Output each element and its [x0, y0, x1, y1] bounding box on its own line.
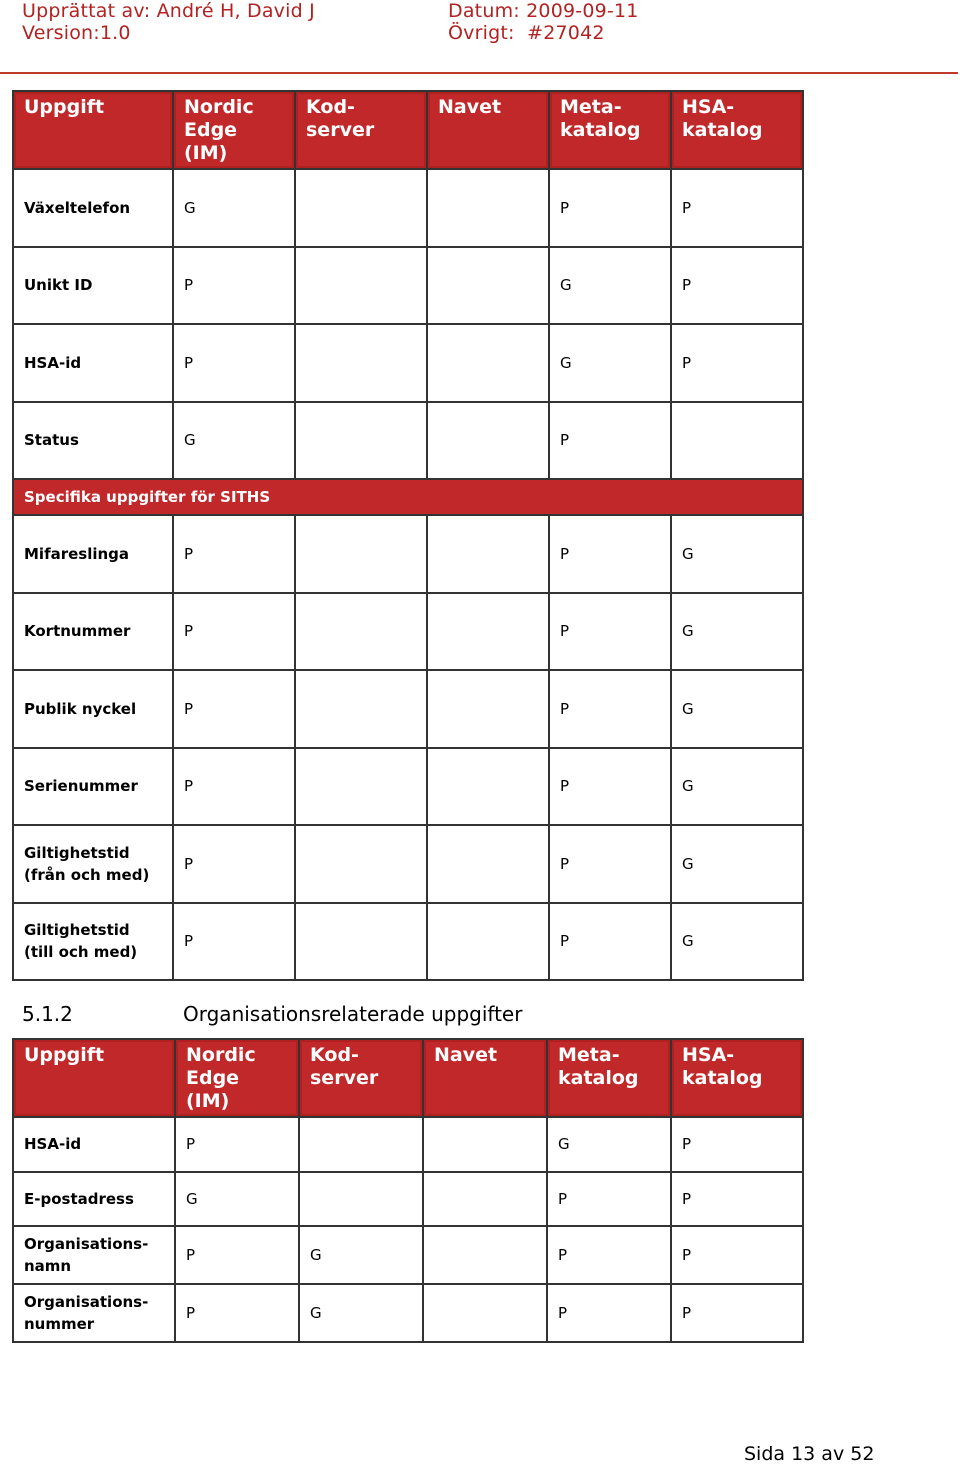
- cell-line: Växeltelefon: [24, 198, 131, 217]
- cell-line: Publik nyckel: [24, 699, 137, 718]
- cell-line: HSA-id: [24, 1135, 82, 1154]
- cell-line: server: [310, 1067, 379, 1089]
- cell-line: Edge: [184, 119, 238, 141]
- cell-line: Navet: [438, 96, 502, 118]
- row-label: [13, 247, 173, 325]
- table-row: [13, 247, 803, 325]
- cell-line: Status: [24, 431, 79, 450]
- cell-line: Giltighetstid: [24, 921, 130, 940]
- column-header: [299, 1039, 423, 1117]
- table-cell: [427, 402, 549, 480]
- table-cell: [295, 515, 427, 593]
- table-cell: [299, 1172, 423, 1227]
- table-cell: [427, 169, 549, 247]
- table-row: [13, 515, 803, 593]
- table-cell: [295, 748, 427, 826]
- column-header: [13, 1039, 175, 1117]
- table-cell: [295, 169, 427, 247]
- table-cell: G: [671, 593, 803, 671]
- cell-line: Giltighetstid: [24, 843, 130, 862]
- table-cell: P: [175, 1226, 299, 1284]
- cell-line: Meta-: [558, 1044, 620, 1066]
- row-label: [13, 1226, 175, 1284]
- header-created-by: Upprättat av: André H, David J: [22, 0, 315, 22]
- row-label: [13, 1284, 175, 1342]
- table-cell: P: [671, 247, 803, 325]
- cell-line: Nordic: [186, 1044, 256, 1066]
- table-cell: [427, 593, 549, 671]
- column-header: [173, 91, 295, 169]
- table-cell: P: [173, 593, 295, 671]
- table-cell: [671, 402, 803, 480]
- table-cell: G: [299, 1284, 423, 1342]
- cell-line: Serienummer: [24, 777, 138, 796]
- cell-line: katalog: [558, 1067, 639, 1089]
- table-cell: G: [671, 825, 803, 903]
- row-label: [13, 825, 173, 903]
- section-title: Organisationsrelaterade uppgifter: [183, 1002, 523, 1026]
- cell-line: Edge: [186, 1067, 240, 1089]
- table-cell: P: [671, 169, 803, 247]
- cell-line: server: [306, 119, 375, 141]
- table-cell: P: [173, 748, 295, 826]
- table-cell: G: [549, 247, 671, 325]
- table-row: [13, 825, 803, 903]
- cell-line: Nordic: [184, 96, 254, 118]
- cell-line: namn: [24, 1257, 72, 1275]
- table-cell: [295, 593, 427, 671]
- cell-line: Kortnummer: [24, 622, 131, 641]
- row-label: [13, 1117, 175, 1172]
- cell-line: E-postadress: [24, 1189, 134, 1208]
- row-label: [13, 593, 173, 671]
- column-header: [295, 91, 427, 169]
- table-cell: P: [549, 670, 671, 748]
- cell-line: (IM): [186, 1090, 230, 1112]
- cell-line: HSA-: [682, 96, 735, 118]
- table-row: [13, 670, 803, 748]
- table-cell: G: [299, 1226, 423, 1284]
- table-cell: P: [175, 1284, 299, 1342]
- table-cell: P: [671, 1172, 803, 1227]
- cell-line: Mifareslinga: [24, 544, 130, 563]
- table-cell: P: [175, 1117, 299, 1172]
- section-row: [13, 479, 803, 515]
- table-cell: P: [173, 515, 295, 593]
- table-cell: [427, 670, 549, 748]
- table-cell: [423, 1226, 547, 1284]
- row-label: [13, 515, 173, 593]
- table-cell: P: [671, 1226, 803, 1284]
- table-cell: [295, 402, 427, 480]
- cell-line: Organisations-: [24, 1293, 149, 1311]
- table-cell: [299, 1117, 423, 1172]
- column-header: [175, 1039, 299, 1117]
- table-cell: P: [671, 324, 803, 402]
- table-cell: [295, 324, 427, 402]
- row-label: [13, 903, 173, 981]
- cell-line: nummer: [24, 1315, 95, 1333]
- table-header-row: [13, 1039, 803, 1117]
- table-cell: P: [549, 402, 671, 480]
- table-cell: P: [549, 169, 671, 247]
- table-cell: G: [173, 402, 295, 480]
- table-header-row: [13, 91, 803, 169]
- table-cell: [423, 1172, 547, 1227]
- header-version: Version:1.0: [22, 22, 131, 44]
- column-header: [547, 1039, 671, 1117]
- table-cell: P: [173, 825, 295, 903]
- column-header: [549, 91, 671, 169]
- table-cell: P: [671, 1284, 803, 1342]
- table-cell: G: [671, 903, 803, 981]
- table-cell: P: [549, 903, 671, 981]
- table-cell: P: [549, 825, 671, 903]
- cell-line: katalog: [682, 1067, 763, 1089]
- row-label: [13, 169, 173, 247]
- table-row: [13, 1226, 803, 1284]
- table-cell: P: [173, 324, 295, 402]
- table-cell: [295, 903, 427, 981]
- table-row: [13, 748, 803, 826]
- row-label: [13, 748, 173, 826]
- table-cell: P: [549, 515, 671, 593]
- table-cell: [295, 247, 427, 325]
- table-cell: P: [173, 247, 295, 325]
- row-label: [13, 670, 173, 748]
- table-row: [13, 1172, 803, 1227]
- organisation-data-table: [12, 1038, 804, 1343]
- table-row: [13, 903, 803, 981]
- table-cell: [427, 825, 549, 903]
- table-cell: [423, 1284, 547, 1342]
- column-header: [423, 1039, 547, 1117]
- table-cell: [295, 825, 427, 903]
- table-cell: [427, 515, 549, 593]
- column-header: [671, 1039, 803, 1117]
- header-rule: [0, 72, 958, 74]
- table-cell: G: [547, 1117, 671, 1172]
- table-cell: G: [549, 324, 671, 402]
- cell-line: HSA-: [682, 1044, 735, 1066]
- cell-line: Organisations-: [24, 1235, 149, 1253]
- column-header: [13, 91, 173, 169]
- cell-line: Kod-: [306, 96, 355, 118]
- table-cell: P: [549, 748, 671, 826]
- cell-line: Unikt ID: [24, 276, 93, 295]
- table-cell: [427, 247, 549, 325]
- cell-line: katalog: [560, 119, 641, 141]
- table-cell: G: [671, 670, 803, 748]
- row-label: [13, 402, 173, 480]
- table-row: [13, 169, 803, 247]
- table-cell: [295, 670, 427, 748]
- row-label: [13, 1172, 175, 1227]
- table-cell: P: [547, 1226, 671, 1284]
- table-row: [13, 593, 803, 671]
- table-cell: [427, 748, 549, 826]
- personal-data-table: [12, 90, 804, 981]
- table-row: [13, 324, 803, 402]
- cell-line: katalog: [682, 119, 763, 141]
- cell-line: Uppgift: [24, 1044, 105, 1066]
- table-cell: G: [175, 1172, 299, 1227]
- table-cell: P: [549, 593, 671, 671]
- cell-line: (IM): [184, 142, 228, 164]
- column-header: [671, 91, 803, 169]
- cell-line: Meta-: [560, 96, 622, 118]
- table-cell: G: [671, 748, 803, 826]
- cell-line: (från och med): [24, 865, 150, 884]
- table-cell: P: [547, 1284, 671, 1342]
- column-header: [427, 91, 549, 169]
- table-cell: P: [547, 1172, 671, 1227]
- header-other: Övrigt: #27042: [448, 22, 605, 44]
- section-label: Specifika uppgifter för SITHS: [13, 479, 803, 515]
- table-row: [13, 1117, 803, 1172]
- table-cell: G: [671, 515, 803, 593]
- table-row: [13, 402, 803, 480]
- section-number: 5.1.2: [22, 1002, 73, 1026]
- table-cell: [427, 903, 549, 981]
- header-date: Datum: 2009-09-11: [448, 0, 639, 22]
- table-cell: [427, 324, 549, 402]
- table-cell: P: [173, 670, 295, 748]
- cell-line: (till och med): [24, 943, 138, 962]
- table-cell: [423, 1117, 547, 1172]
- table-cell: P: [173, 903, 295, 981]
- cell-line: HSA-id: [24, 353, 82, 372]
- cell-line: Kod-: [310, 1044, 359, 1066]
- table-cell: P: [671, 1117, 803, 1172]
- table-row: [13, 1284, 803, 1342]
- row-label: [13, 324, 173, 402]
- cell-line: Navet: [434, 1044, 498, 1066]
- page-number: Sida 13 av 52: [744, 1443, 875, 1465]
- cell-line: Uppgift: [24, 96, 105, 118]
- table-cell: G: [173, 169, 295, 247]
